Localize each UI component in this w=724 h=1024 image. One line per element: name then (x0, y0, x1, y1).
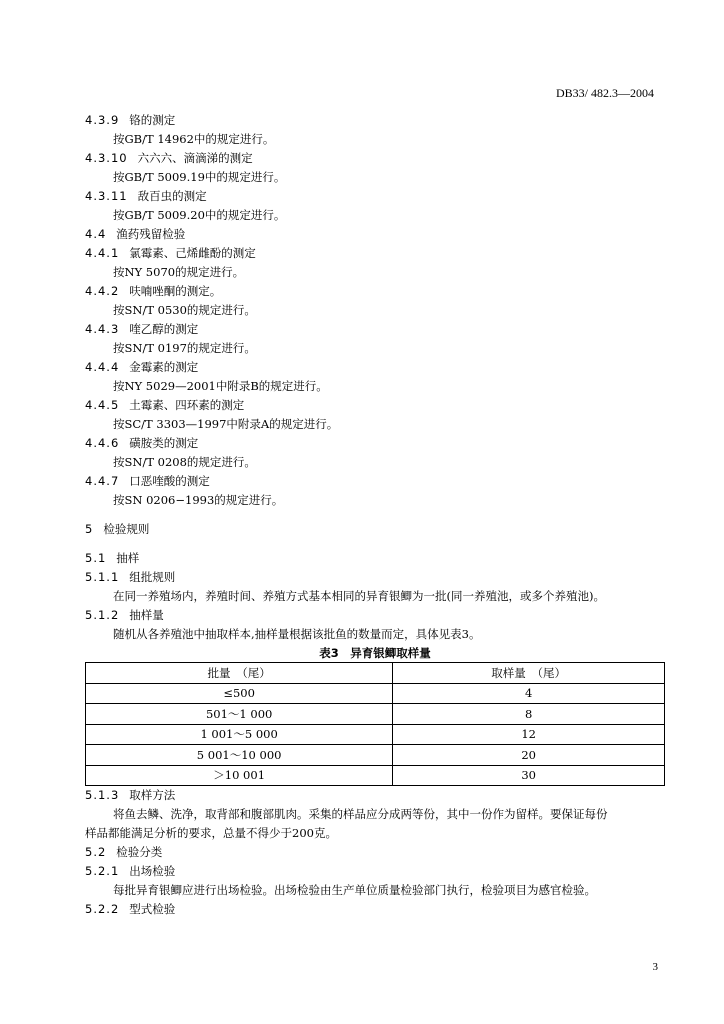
table-row (86, 683, 665, 704)
section-heading (85, 520, 665, 539)
section-heading (85, 282, 665, 301)
section-heading (85, 111, 665, 130)
section-title: 喹乙醇的测定 (129, 322, 199, 336)
section-body: 按GB/T 14962中的规定进行。 (113, 132, 275, 146)
sample-size-cell: 30 (393, 765, 665, 786)
section-body: 每批异育银鲫应进行出场检验。出场检验由生产单位质量检验部门执行，检验项目为感官检验。 (113, 883, 596, 897)
sample-size-cell: 20 (393, 745, 665, 766)
section-body: 按GB/T 5009.20中的规定进行。 (113, 208, 286, 222)
section-body: 按SN/T 0197的规定进行。 (113, 341, 256, 355)
section-body: 按SC/T 3303—1997中附录A的规定进行。 (113, 417, 339, 431)
section-body: 按NY 5070的规定进行。 (113, 265, 245, 279)
table-row (86, 745, 665, 766)
section-heading (85, 225, 665, 244)
batch-size-cell: 5 001～10 000 (86, 745, 393, 766)
section-number: 4.4.4 (85, 360, 120, 374)
section-heading (85, 786, 665, 805)
section-body: 在同一养殖场内，养殖时间、养殖方式基本相同的异育银鲫为一批(同一养殖池，或多个养殖池)。 (113, 589, 605, 603)
section-number: 5.1 (85, 551, 107, 565)
section-heading (85, 900, 665, 919)
table-row (86, 765, 665, 786)
section-title: 土霉素、四环素的测定 (129, 398, 245, 412)
section-heading (85, 843, 665, 862)
section-number: 4.4.5 (85, 398, 120, 412)
section-number: 4.3.10 (85, 151, 128, 165)
section-number: 5.1.1 (85, 570, 120, 584)
section-number: 4.4.2 (85, 284, 120, 298)
section-number: 5.1.3 (85, 788, 120, 802)
section-heading (85, 320, 665, 339)
section-number: 5.2.2 (85, 902, 120, 916)
section-body: 按SN 0206−1993的规定进行。 (113, 493, 284, 507)
section-heading (85, 358, 665, 377)
section-title: 检验规则 (103, 522, 150, 536)
column-header-sample: 取样量 （尾） (393, 663, 665, 684)
section-heading (85, 568, 665, 587)
section-number: 4.3.11 (85, 189, 128, 203)
section-body: 按SN/T 0208的规定进行。 (113, 455, 256, 469)
section-heading (85, 549, 665, 568)
section-body: 按GB/T 5009.19中的规定进行。 (113, 170, 286, 184)
section-title: 抽样量 (129, 608, 164, 622)
section-title: 检验分类 (116, 845, 163, 859)
section-number: 4.4 (85, 227, 107, 241)
section-number: 4.4.3 (85, 322, 120, 336)
table-body (86, 683, 665, 786)
section-number: 4.4.6 (85, 436, 120, 450)
section-title: 磺胺类的测定 (129, 436, 199, 450)
section-number: 5.2.1 (85, 864, 120, 878)
page-number: 3 (652, 961, 658, 973)
section-heading (85, 187, 665, 206)
batch-size-cell: 1 001～5 000 (86, 724, 393, 745)
section-title: 抽样 (116, 551, 140, 565)
section-title: 组批规则 (129, 570, 176, 584)
sample-size-cell: 4 (393, 683, 665, 704)
table-row (86, 724, 665, 745)
section-title: 呋喃唑酮的测定。 (129, 284, 222, 298)
section-title: 取样方法 (129, 788, 176, 802)
body-line: 将鱼去鳞、洗净，取背部和腹部肌肉。采集的样品应分成两等份，其中一份作为留样。要保证每份 (113, 807, 608, 821)
batch-size-cell: 501～1 000 (86, 704, 393, 725)
section-body: 按SN/T 0530的规定进行。 (113, 303, 256, 317)
section-heading (85, 862, 665, 881)
section-number: 4.4.1 (85, 246, 120, 260)
table-row (86, 704, 665, 725)
section-title: 型式检验 (129, 902, 176, 916)
sampling-table (85, 662, 665, 786)
section-number: 5 (85, 522, 94, 536)
document-code: DB33/ 482.3—2004 (555, 86, 654, 100)
batch-size-cell: ＞10 001 (86, 765, 393, 786)
section-body: 随机从各养殖池中抽取样本,抽样量根据该批鱼的数量而定，具体见表3。 (113, 627, 481, 641)
section-heading (85, 434, 665, 453)
section-body (85, 805, 665, 843)
section-title: 氯霉素、己烯雌酚的测定 (129, 246, 256, 260)
table-header-row (86, 663, 665, 684)
section-title: 金霉素的测定 (129, 360, 199, 374)
section-title: 口恶喹酸的测定 (129, 474, 210, 488)
section-heading (85, 472, 665, 491)
batch-size-cell: ≤500 (86, 683, 393, 704)
section-number: 4.4.7 (85, 474, 120, 488)
sample-size-cell: 12 (393, 724, 665, 745)
section-number: 4.3.9 (85, 113, 120, 127)
section-title: 敌百虫的测定 (137, 189, 207, 203)
section-list (85, 111, 665, 510)
section-title: 铬的测定 (129, 113, 176, 127)
section-number: 5.2 (85, 845, 107, 859)
section-heading (85, 396, 665, 415)
column-header-batch: 批量 （尾） (86, 663, 393, 684)
section-title: 六六六、滴滴涕的测定 (137, 151, 253, 165)
section-heading (85, 244, 665, 263)
section-heading (85, 149, 665, 168)
table-caption: 表3 异育银鲫取样量 (319, 646, 431, 660)
section-body: 按NY 5029—2001中附录B的规定进行。 (113, 379, 328, 393)
main-content (85, 111, 665, 919)
body-line: 样品都能满足分析的要求，总量不得少于200克。 (85, 826, 337, 840)
sample-size-cell: 8 (393, 704, 665, 725)
section-title: 出场检验 (129, 864, 176, 878)
section-title: 渔药残留检验 (116, 227, 186, 241)
section-heading (85, 606, 665, 625)
section-number: 5.1.2 (85, 608, 120, 622)
